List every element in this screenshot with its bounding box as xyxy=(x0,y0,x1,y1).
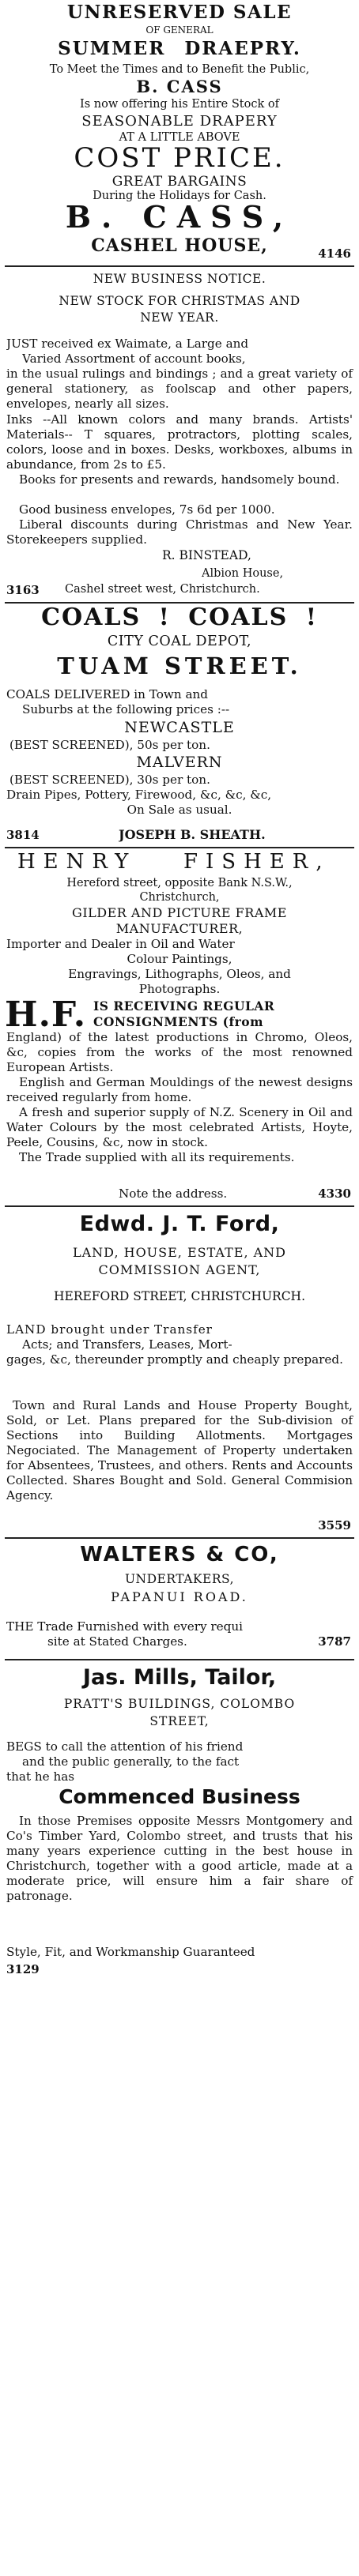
mills-ad xyxy=(0,1662,359,1994)
cass-offering: Is now offering his Entire Stock of xyxy=(80,98,279,111)
cass-ad xyxy=(0,0,359,261)
cass-holidays: During the Holidays for Cash. xyxy=(93,190,266,202)
fisher-receiving: IS RECEIVING REGULAR xyxy=(93,998,275,1013)
ford-land: LAND brought under Transfer xyxy=(6,1322,213,1337)
ford-mortgages: gages, &c, thereunder promptly and cheaply prepared. xyxy=(6,1352,343,1367)
walters-charges: site at Stated Charges. xyxy=(47,1634,187,1649)
walters-undertakers: UNDERTAKERS, xyxy=(124,1572,234,1586)
binstead-discounts: Liberal discounts during Christmas and New Year. Storekeepers supplied. xyxy=(6,517,353,547)
cass-headline: UNRESERVED SALE xyxy=(66,2,293,23)
binstead-envelopes: Good business envelopes, 7s 6d per 1000. xyxy=(19,502,275,517)
fisher-ad xyxy=(0,850,359,1201)
walters-ad-number: 3787 xyxy=(318,1634,351,1649)
fisher-city: Christchurch, xyxy=(139,891,220,904)
ford-ad-number: 3559 xyxy=(318,1518,351,1532)
sheath-suburbs: Suburbs at the following prices :-- xyxy=(22,702,230,716)
ford-ad xyxy=(0,1209,359,1532)
mills-buildings: PRATT'S BUILDINGS, COLOMBO xyxy=(63,1697,296,1711)
mills-begs: BEGS to call the attention of his friend xyxy=(6,1739,244,1754)
sheath-signature: JOSEPH B. SHEATH. xyxy=(119,827,266,842)
cass-cost-price: COST PRICE. xyxy=(74,144,285,172)
sheath-tuam: TUAM STREET. xyxy=(57,652,302,679)
fisher-ad-number: 4330 xyxy=(318,1186,351,1201)
cass-ad-number: 4146 xyxy=(318,246,351,261)
sheath-malvern: MALVERN xyxy=(136,754,223,771)
binstead-p1-first: JUST received ex Waimate, a Large and xyxy=(6,337,249,351)
mills-has: that he has xyxy=(6,1769,75,1784)
divider-3 xyxy=(5,847,354,848)
divider-6 xyxy=(5,1659,354,1660)
fisher-productions: England) of the latest productions in Chromo, Oleos, &c, copies from the works of the most renowned European Artists. xyxy=(6,1030,353,1074)
ford-commission: COMMISSION AGENT, xyxy=(98,1262,261,1277)
binstead-signature: R. BINSTEAD, xyxy=(162,548,251,562)
binstead-inks: Inks --All known colors and many brands. Artists' Materials-- T squares, protractors, plotting scales, colors, loose and in boxes. Desks, workboxes, albums in abundance, from 2s to £5. xyxy=(6,412,353,472)
fisher-engravings: Engravings, Lithographs, Oleos, and xyxy=(68,967,291,981)
fisher-hf-mark: H.F. xyxy=(5,997,87,1033)
sheath-sundries: Drain Pipes, Pottery, Firewood, &c, &c, &c, xyxy=(6,788,272,802)
sheath-newcastle-price: (BEST SCREENED), 50s per ton. xyxy=(9,738,210,752)
sheath-newcastle: NEWCASTLE xyxy=(124,719,235,736)
binstead-ad xyxy=(0,269,359,597)
cass-subhead: OF GENERAL xyxy=(145,24,214,36)
binstead-books: Books for presents and rewards, handsomely bound. xyxy=(19,472,340,487)
cass-bargains: GREAT BARGAINS xyxy=(111,174,248,190)
ford-property: Town and Rural Lands and House Property Bought, Sold, or Let. Plans prepared for the Sub-division of Sections into Building Allotments. Mortgages Negociated. The Management of Property undertaken for Absentees, Trustees, and others. Rents and Accounts Collected. Shares Bought and Sold. General Commision Agency. xyxy=(6,1398,353,1502)
binstead-albion: Albion House, xyxy=(202,567,284,580)
mills-name: Jas. Mills, Tailor, xyxy=(82,1665,277,1690)
cass-summer-drapery: SUMMER DRAEPRY. xyxy=(58,38,301,59)
divider-5 xyxy=(5,1537,354,1539)
sheath-ad xyxy=(0,604,359,840)
sheath-coals: COALS ! COALS ! xyxy=(41,604,318,631)
sheath-ad-number: 3814 xyxy=(6,828,40,842)
mills-public: and the public generally, to the fact xyxy=(22,1754,240,1769)
binstead-ad-number: 3163 xyxy=(6,583,40,597)
mills-commenced: Commenced Business xyxy=(59,1785,300,1808)
sheath-depot: CITY COAL DEPOT, xyxy=(107,634,252,649)
fisher-name-last: FISHER, xyxy=(183,850,331,874)
cass-name-large: B. CASS, xyxy=(65,201,294,234)
cass-seasonable: SEASONABLE DRAPERY xyxy=(81,113,278,130)
divider-4 xyxy=(5,1205,354,1207)
fisher-address: Hereford street, opposite Bank N.S.W., xyxy=(66,877,293,889)
fisher-scenery: A fresh and superior supply of N.Z. Scenery in Oil and Water Colours by the most celebrated Artists, Hoyte, Peele, Cousins, &c, now in stock. xyxy=(6,1105,353,1149)
fisher-mouldings: English and German Mouldings of the newest designs received regularly from home. xyxy=(6,1075,353,1104)
divider-1 xyxy=(5,265,354,267)
sheath-on-sale: On Sale as usual. xyxy=(127,803,232,817)
walters-trade: THE Trade Furnished with every requi xyxy=(6,1619,244,1634)
mills-guarantee: Style, Fit, and Workmanship Guaranteed xyxy=(6,1945,255,1959)
fisher-gilder: GILDER AND PICTURE FRAME xyxy=(72,905,287,920)
fisher-colour: Colour Paintings, xyxy=(127,952,232,966)
ford-agent-line: LAND, HOUSE, ESTATE, AND xyxy=(73,1245,286,1260)
walters-ad xyxy=(0,1540,359,1675)
binstead-p1-second: Varied Assortment of account books, xyxy=(22,352,246,366)
fisher-consignments: CONSIGNMENTS (from xyxy=(93,1014,264,1029)
mills-ad-number: 3129 xyxy=(6,1962,40,1976)
cass-intro: To Meet the Times and to Benefit the Public, xyxy=(49,63,310,76)
binstead-new-year: NEW YEAR. xyxy=(140,310,219,325)
walters-road: PAPANUI ROAD. xyxy=(111,1589,248,1604)
sheath-malvern-price: (BEST SCREENED), 30s per ton. xyxy=(9,773,210,787)
fisher-importer: Importer and Dealer in Oil and Water xyxy=(6,937,235,951)
fisher-manufacturer: MANUFACTURER, xyxy=(115,921,244,936)
ford-name: Edwd. J. T. Ford, xyxy=(79,1212,280,1236)
cass-little-above: AT A LITTLE ABOVE xyxy=(119,131,240,144)
ford-acts: Acts; and Transfers, Leases, Mort- xyxy=(22,1337,232,1352)
mills-premises: In those Premises opposite Messrs Montgomery and Co's Timber Yard, Colombo street, and trusts that his many years experience cutting in the best house in Christchurch, together with a good article, made at a moderate price, will ensure him a fair share of patronage. xyxy=(6,1814,353,1903)
mills-street: STREET, xyxy=(149,1714,210,1728)
walters-name: WALTERS & CO, xyxy=(80,1543,279,1566)
binstead-p1-rest: in the usual rulings and bindings ; and a great variety of general stationery, as foolscap and other papers, envelopes, nearly all sizes. xyxy=(6,367,353,411)
ford-hereford: HEREFORD STREET, CHRISTCHURCH. xyxy=(53,1289,305,1303)
binstead-notice: NEW BUSINESS NOTICE. xyxy=(93,272,266,286)
fisher-note: Note the address. xyxy=(119,1186,228,1201)
binstead-address: Cashel street west, Christchurch. xyxy=(65,583,260,596)
fisher-name-first: HENRY xyxy=(17,850,137,874)
binstead-stock: NEW STOCK FOR CHRISTMAS AND xyxy=(59,294,300,308)
fisher-trade: The Trade supplied with all its requirements. xyxy=(19,1150,295,1164)
cass-cashel-house: CASHEL HOUSE, xyxy=(91,235,268,256)
sheath-delivered: COALS DELIVERED in Town and xyxy=(6,687,209,701)
cass-name-small: B. CASS xyxy=(136,77,223,96)
fisher-photographs: Photographs. xyxy=(138,982,221,996)
